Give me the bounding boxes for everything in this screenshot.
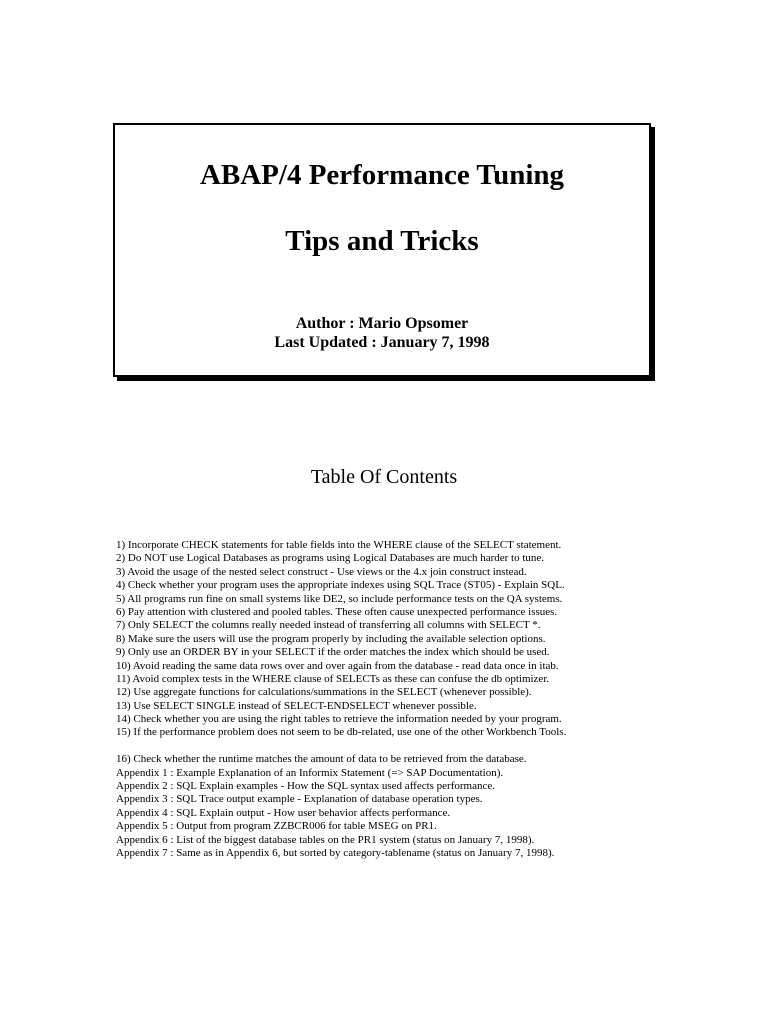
toc-item: 8) Make sure the users will use the program properly by including the available selection options. bbox=[116, 632, 546, 645]
toc-list bbox=[116, 539, 676, 860]
toc-item: 13) Use SELECT SINGLE instead of SELECT-ENDSELECT whenever possible. bbox=[116, 699, 477, 712]
toc-item: 15) If the performance problem does not seem to be db-related, use one of the other Workbench Tools. bbox=[116, 726, 567, 739]
author-line: Author : Mario Opsomer bbox=[295, 315, 469, 332]
document-title: ABAP/4 Performance Tuning bbox=[199, 159, 565, 191]
toc-heading: Table Of Contents bbox=[310, 466, 458, 488]
last-updated-line: Last Updated : January 7, 1998 bbox=[274, 334, 490, 351]
toc-item: 2) Do NOT use Logical Databases as programs using Logical Databases are much harder to tune. bbox=[116, 552, 545, 565]
toc-appendix-item: Appendix 1 : Example Explanation of an Informix Statement (=> SAP Documentation). bbox=[116, 766, 504, 779]
toc-item: 9) Only use an ORDER BY in your SELECT if the order matches the index which should be used. bbox=[116, 646, 550, 659]
toc-appendix-item: Appendix 7 : Same as in Appendix 6, but sorted by category-tablename (status on January 7, 1998). bbox=[116, 846, 555, 859]
toc-item: 16) Check whether the runtime matches the amount of data to be retrieved from the database. bbox=[116, 753, 527, 766]
toc-item: 3) Avoid the usage of the nested select construct - Use views or the 4.x join construct instead. bbox=[116, 565, 527, 578]
toc-appendix-item: Appendix 5 : Output from program ZZBCR006 for table MSEG on PR1. bbox=[116, 820, 437, 833]
toc-item: 4) Check whether your program uses the appropriate indexes using SQL Trace (ST05) - Explain SQL. bbox=[116, 579, 565, 592]
title-box bbox=[113, 123, 651, 377]
toc-item: 6) Pay attention with clustered and pooled tables. These often cause unexpected performance issues. bbox=[116, 605, 558, 618]
document-subtitle: Tips and Tricks bbox=[285, 225, 479, 257]
toc-gap bbox=[116, 740, 676, 753]
toc-item: 12) Use aggregate functions for calculations/summations in the SELECT (whenever possible). bbox=[116, 686, 532, 699]
toc-item: 11) Avoid complex tests in the WHERE clause of SELECTs as these can confuse the db optimizer. bbox=[116, 672, 550, 685]
toc-item: 7) Only SELECT the columns really needed instead of transferring all columns with SELECT *. bbox=[116, 619, 541, 632]
toc-item: 10) Avoid reading the same data rows over and over again from the database - read data once in itab. bbox=[116, 659, 559, 672]
toc-item: 1) Incorporate CHECK statements for table fields into the WHERE clause of the SELECT statement. bbox=[116, 539, 562, 551]
toc-appendix-item: Appendix 2 : SQL Explain examples - How the SQL syntax used affects performance. bbox=[116, 780, 495, 793]
toc-item: 14) Check whether you are using the right tables to retrieve the information needed by your program. bbox=[116, 713, 562, 726]
toc-appendix-item: Appendix 6 : List of the biggest database tables on the PR1 system (status on January 7, 1998). bbox=[116, 833, 535, 846]
toc-appendix-item: Appendix 4 : SQL Explain output - How user behavior affects performance. bbox=[116, 806, 451, 819]
toc-item: 5) All programs run fine on small systems like DE2, so include performance tests on the QA systems. bbox=[116, 592, 563, 605]
toc-appendix-item: Appendix 3 : SQL Trace output example - Explanation of database operation types. bbox=[116, 793, 483, 806]
